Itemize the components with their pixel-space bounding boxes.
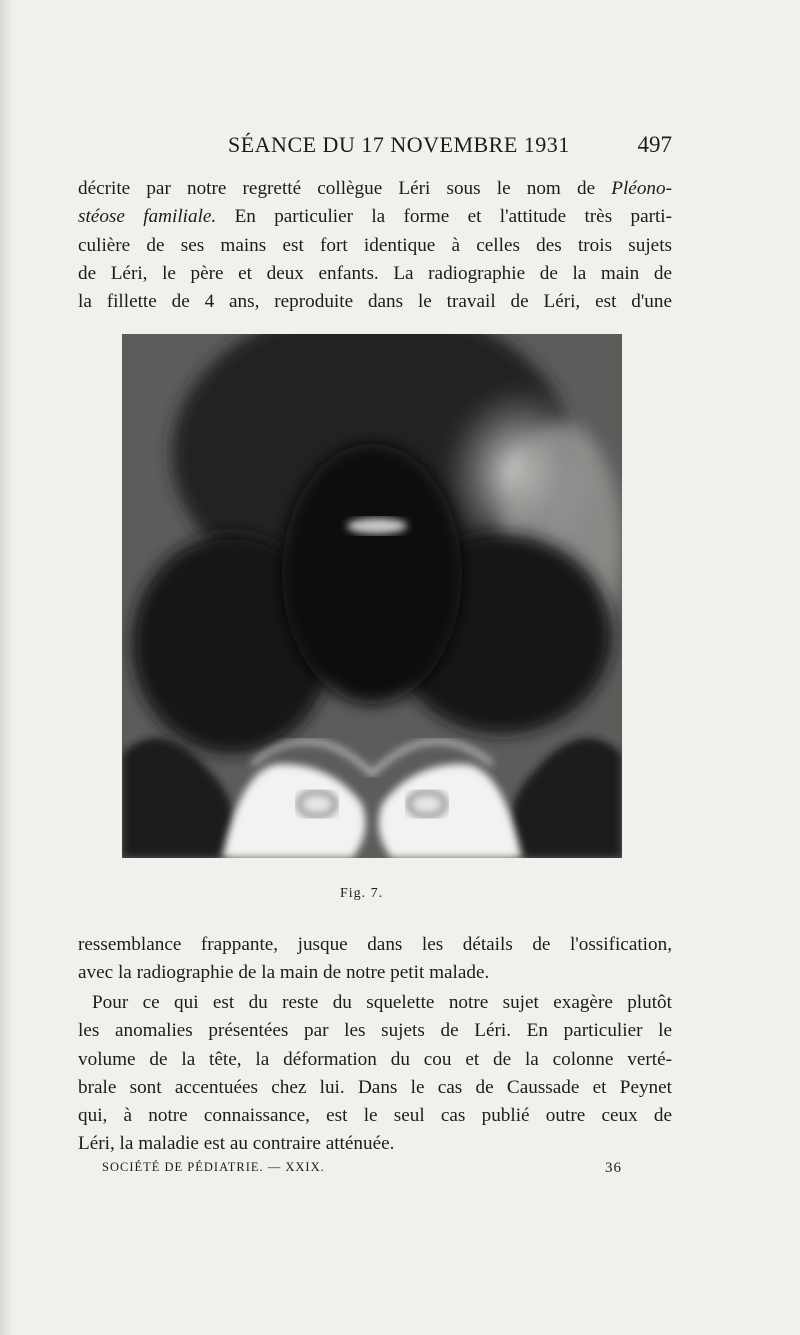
running-header [78,132,672,162]
italic-term: stéose familiale. [78,206,217,228]
text-line: qui, à notre connaissance, est le seul cas publié outre ceux de [78,1105,672,1127]
figure-caption: Fig. 7. [340,886,384,901]
text-line: brale sont accentuées chez lui. Dans le cas de Caussade et Peynet [78,1076,672,1098]
paragraph-2 [78,931,672,988]
paragraph-3 [78,989,672,1159]
text-line: volume de la tête, la déformation du cou et de la colonne verté- [78,1048,672,1070]
text-line: avec la radiographie de la main de notre petit malade. [78,962,490,984]
page-number: 497 [637,132,672,157]
text-line: ressemblance frappante, jusque dans les détails de l'ossification, [78,934,672,955]
paragraph-1 [78,175,672,316]
text-line: stéose familiale. En particulier la forme et l'attitude très parti- [78,206,673,228]
text-line: de Léri, le père et deux enfants. La radiographie de la main de [78,262,672,284]
radiograph-image [122,334,622,858]
italic-term: Pléono- [611,178,672,199]
radiograph-figure [122,334,622,858]
page-edge [0,0,14,1335]
text-line: la fillette de 4 ans, reproduite dans le travail de Léri, est d'une [78,291,672,313]
running-title: SÉANCE DU 17 NOVEMBRE 1931 [228,132,570,157]
signature-mark: 36 [605,1160,622,1176]
text-line: les anomalies présentées par les sujets de Léri. En particulier le [78,1020,672,1042]
text-line: culière de ses mains est fort identique à celles des trois sujets [78,234,672,256]
society-footer: SOCIÉTÉ DE PÉDIATRIE. — XXIX. [102,1160,325,1174]
text-line: Pour ce qui est du reste du squelette notre sujet exagère plutôt [92,992,672,1013]
text-line: Léri, la maladie est au contraire atténuée. [78,1133,395,1155]
page-footer [102,1160,622,1180]
text-line: décrite par notre regretté collègue Léri sous le nom de Pléono- [78,178,672,199]
